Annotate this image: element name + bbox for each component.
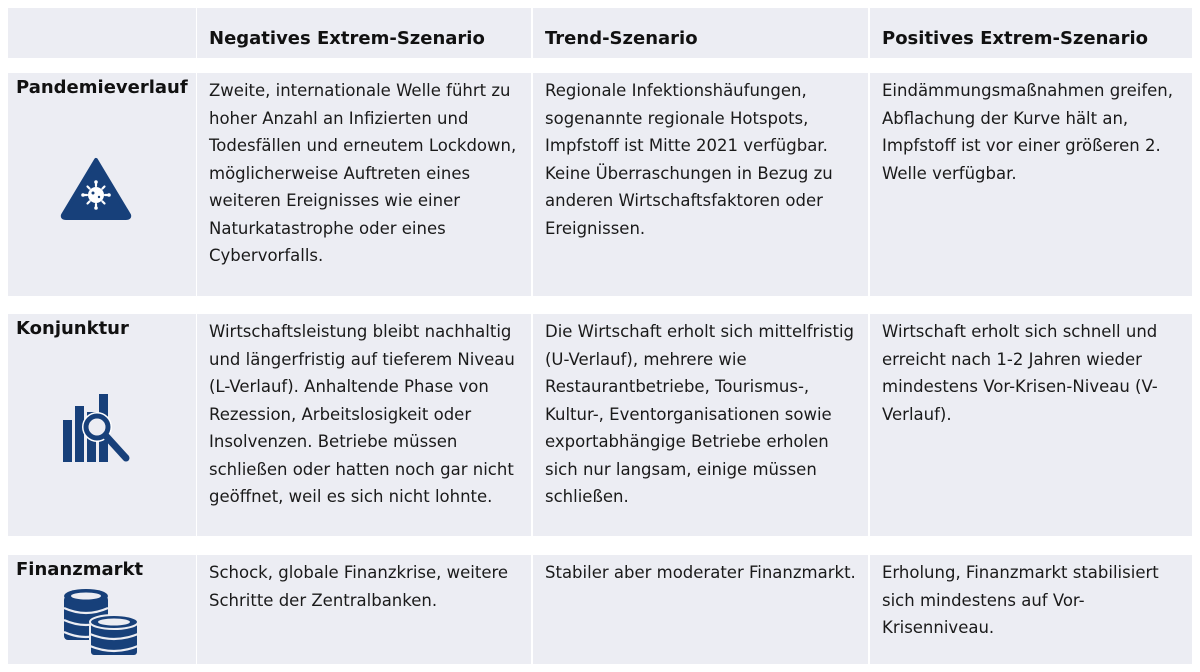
virus-warning-icon (60, 157, 132, 221)
row-label-pandemic: Pandemieverlauf (16, 77, 188, 98)
header-negative-scenario: Negatives Extrem-Szenario (197, 8, 531, 58)
cell-economy-trend: Die Wirtschaft erholt sich mittelfristig (U-Verlauf), mehrere wie Restaurantbetriebe, Tourismus-, Kultur-, Eventorganisationen sowie exportabhängige Betriebe erholen sich nur langsam, einige müssen schließen. (533, 314, 868, 536)
chart-magnifier-icon (60, 390, 140, 466)
row-label-cell-pandemic (8, 73, 196, 296)
row-label-economy: Konjunktur (16, 318, 129, 339)
coins-icon (60, 588, 144, 660)
header-corner-cell (8, 8, 196, 58)
header-positive-scenario: Positives Extrem-Szenario (870, 8, 1192, 58)
row-label-cell-economy (8, 314, 196, 536)
cell-pandemic-trend: Regionale Infektionshäufungen, sogenannte regionale Hotspots, Impfstoff ist Mitte 2021 verfügbar. Keine Überraschungen in Bezug zu anderen Wirtschaftsfaktoren oder Ereignissen. (533, 73, 868, 296)
cell-finance-trend: Stabiler aber moderater Finanzmarkt. (533, 555, 868, 664)
cell-economy-negative: Wirtschaftsleistung bleibt nachhaltig und längerfristig auf tieferem Niveau (L-Verlauf). Anhaltende Phase von Rezession, Arbeitslosigkeit oder Insolvenzen. Betriebe müssen schließen oder hatten noch gar nicht geöffnet, weil es sich nicht lohnte. (197, 314, 531, 536)
cell-finance-negative: Schock, globale Finanzkrise, weitere Schritte der Zentralbanken. (197, 555, 531, 664)
cell-finance-positive: Erholung, Finanzmarkt stabilisiert sich mindestens auf Vor-Krisenniveau. (870, 555, 1192, 664)
cell-economy-positive: Wirtschaft erholt sich schnell und erreicht nach 1-2 Jahren wieder mindestens Vor-Krisen-Niveau (V-Verlauf). (870, 314, 1192, 536)
cell-pandemic-positive: Eindämmungsmaßnahmen greifen, Abflachung der Kurve hält an, Impfstoff ist vor einer größeren 2. Welle verfügbar. (870, 73, 1192, 296)
row-label-finance: Finanzmarkt (16, 559, 144, 580)
cell-pandemic-negative: Zweite, internationale Welle führt zu hoher Anzahl an Infizierten und Todesfällen und erneutem Lockdown, möglicherweise Auftreten eines weiteren Ereignisses wie einer Naturkatastrophe oder eines Cybervorfalls. (197, 73, 531, 296)
row-label-cell-finance (8, 555, 196, 664)
header-trend-scenario: Trend-Szenario (533, 8, 868, 58)
